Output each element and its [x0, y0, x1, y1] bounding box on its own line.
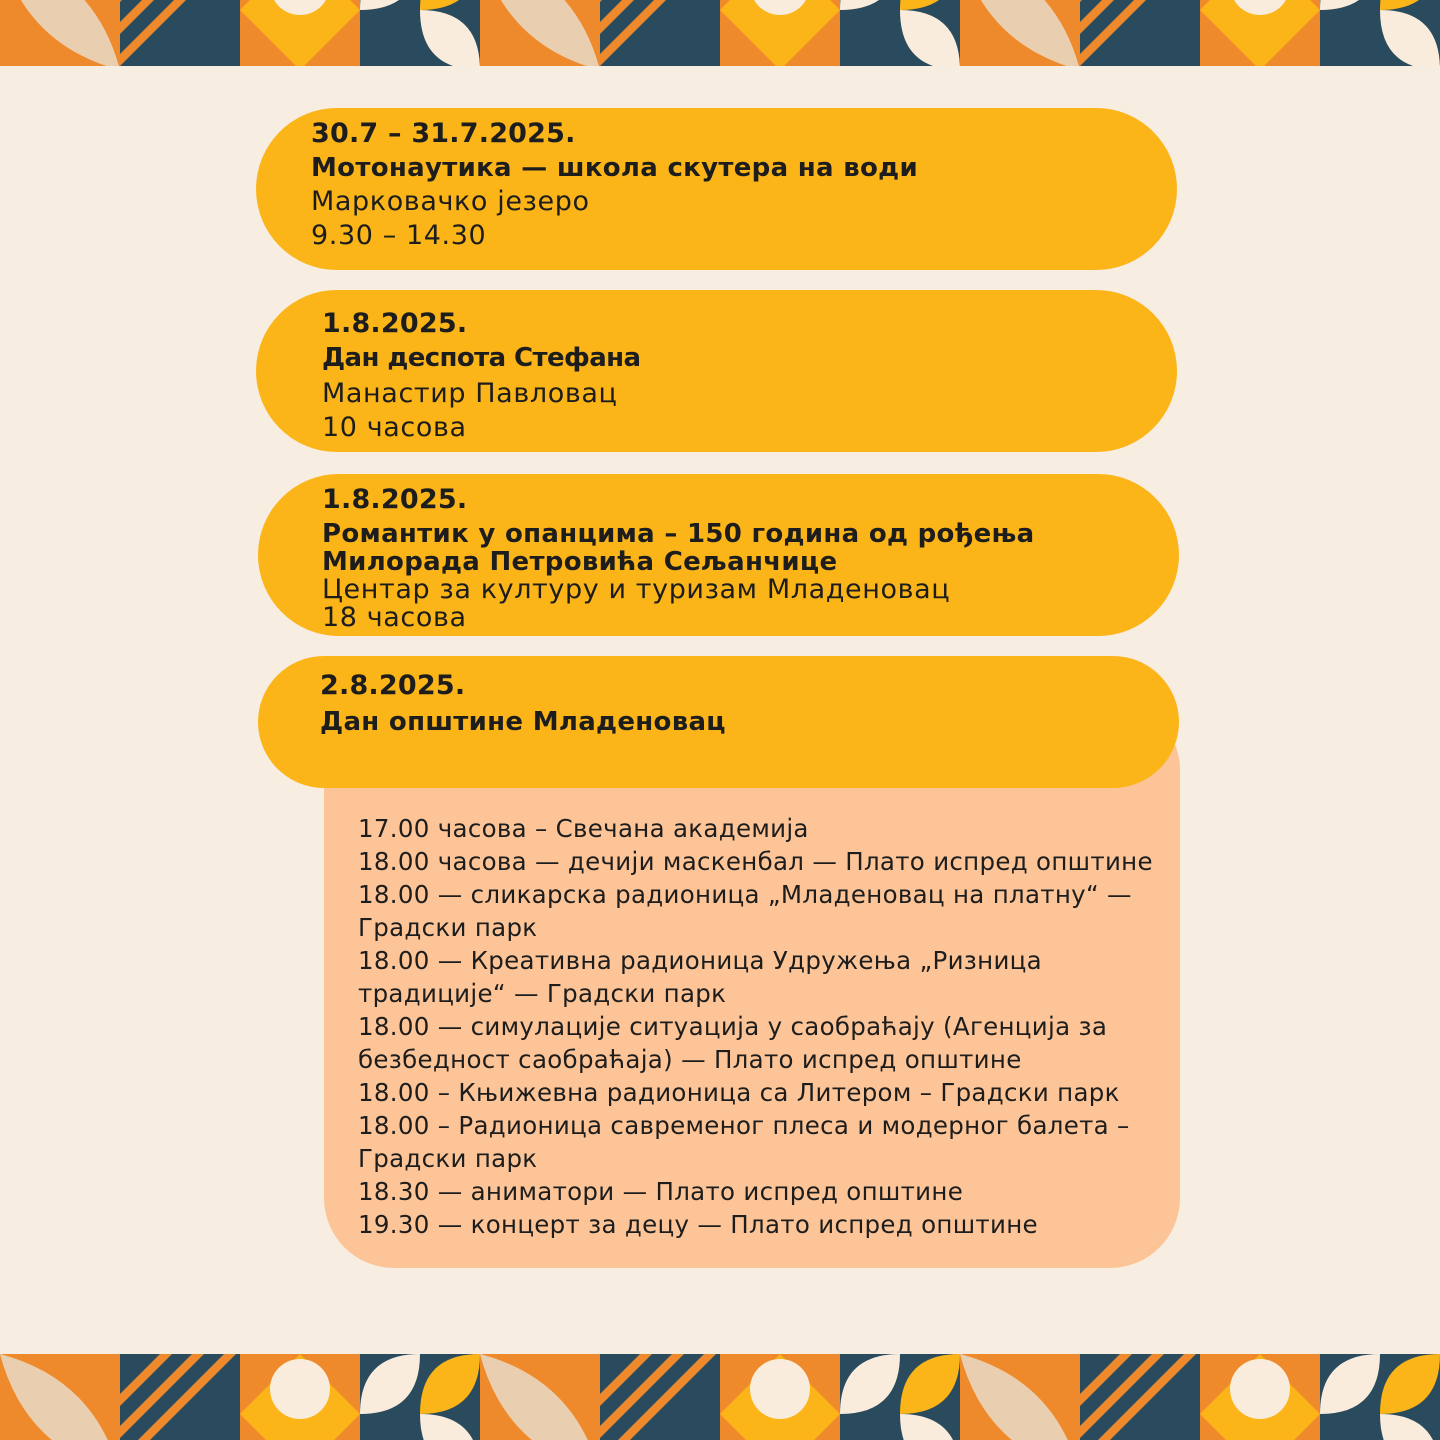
schedule-line: 17.00 часова – Свечана академија — [358, 814, 809, 843]
event-card-despot-stefan — [256, 290, 1177, 452]
geometric-pattern — [0, 1354, 1440, 1440]
event-title-line-2: Милорада Петровића Сељанчице — [322, 547, 838, 577]
event-title: Дан општине Младеновац — [320, 707, 726, 737]
schedule-line: 18.00 часова — дечији маскенбал — Плато испред општине — [358, 847, 1153, 876]
event-title: Дан деспота Стефана — [322, 343, 641, 373]
schedule-line: 18.00 — симулације ситуација у саобраћају (Агенција за — [358, 1012, 1108, 1041]
event-date: 30.7 – 31.7.2025. — [311, 118, 576, 149]
bottom-pattern-band — [0, 1354, 1440, 1440]
schedule-line: 18.00 – Књижевна радионица са Литером – Градски парк — [358, 1078, 1120, 1107]
geometric-pattern — [0, 0, 1440, 66]
event-date: 2.8.2025. — [320, 670, 466, 701]
schedule-line: 18.00 – Радионица савременог плеса и модерног балета – — [358, 1111, 1130, 1140]
event-place: Центар за културу и туризам Младеновац — [322, 574, 951, 605]
event-title-line-1: Романтик у опанцима – 150 година од рођења — [322, 519, 1035, 549]
schedule-line: 19.30 — концерт за децу — Плато испред општине — [358, 1210, 1038, 1239]
event-place: Марковачко језеро — [311, 186, 590, 217]
event-title: Мотонаутика — школа скутера на води — [311, 153, 918, 183]
schedule-line: 18.30 — аниматори — Плато испред општине — [358, 1177, 964, 1206]
schedule-line: Градски парк — [358, 913, 538, 942]
event-time: 18 часова — [322, 602, 467, 633]
event-place: Манастир Павловац — [322, 378, 618, 409]
schedule-line: 18.00 — Креативна радионица Удружења „Ризница — [358, 946, 1042, 975]
event-time: 10 часова — [322, 412, 467, 443]
event-card-romantik — [258, 474, 1179, 636]
event-time: 9.30 – 14.30 — [311, 220, 487, 251]
event-date: 1.8.2025. — [322, 308, 468, 339]
event-date: 1.8.2025. — [322, 484, 468, 515]
schedule-line: безбедност саобраћаја) — Плато испред општине — [358, 1045, 1022, 1074]
event-card-dan-opstine — [258, 656, 1179, 788]
schedule-line: традиције“ — Градски парк — [358, 979, 727, 1008]
schedule-line: Градски парк — [358, 1144, 538, 1173]
schedule-list — [358, 812, 1178, 1241]
event-card-motonautika — [256, 108, 1177, 270]
schedule-line: 18.00 — сликарска радионица „Младеновац на платну“ — — [358, 880, 1132, 909]
top-pattern-band — [0, 0, 1440, 66]
